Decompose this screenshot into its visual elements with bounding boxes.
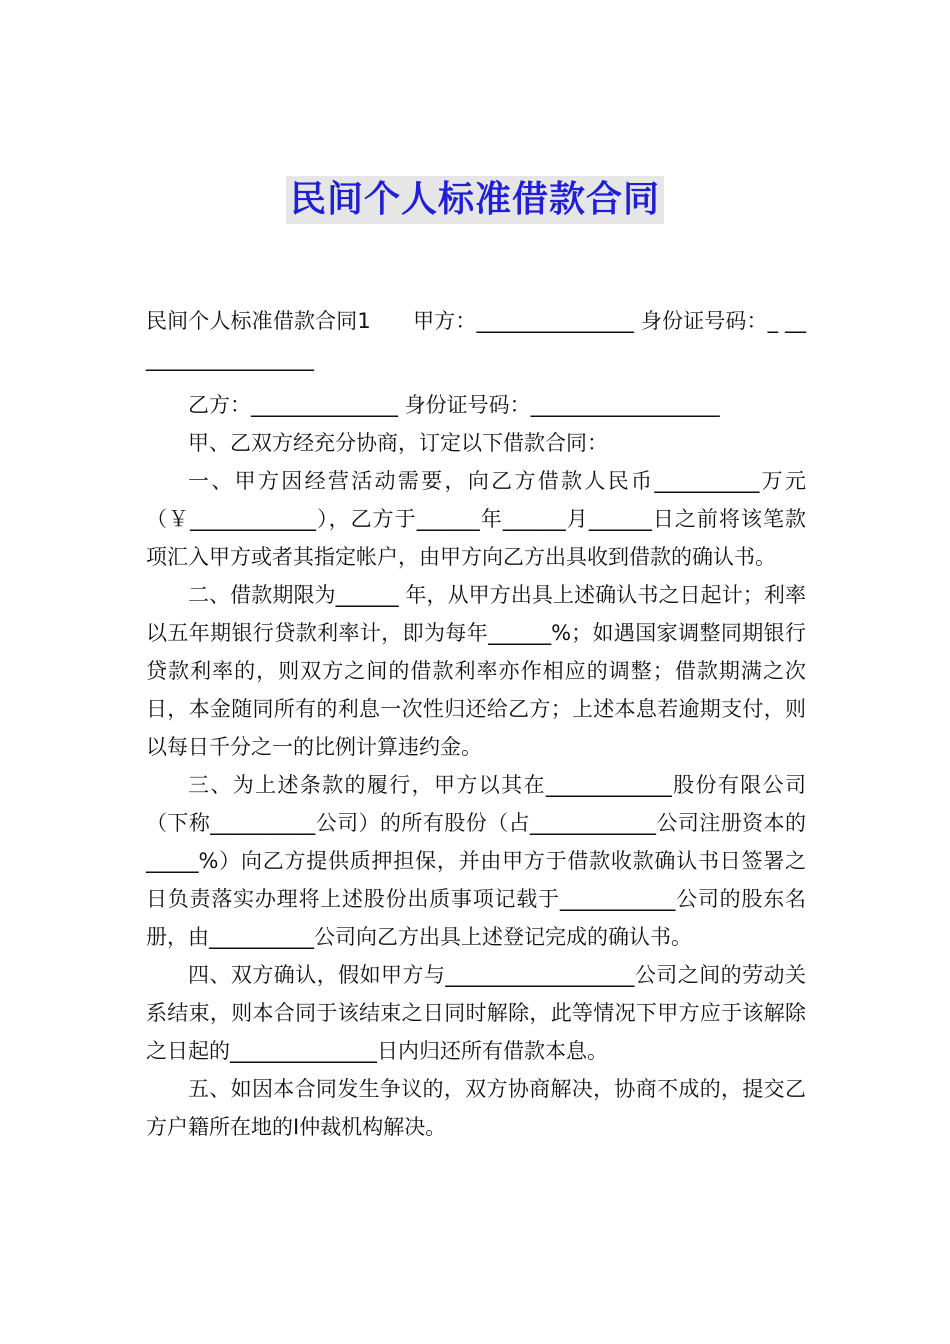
document-title: 民间个人标准借款合同 <box>286 176 664 224</box>
paragraph-agreement-intro: 甲、乙双方经充分协商，订定以下借款合同： <box>188 431 608 455</box>
paragraph-clause-5: 五、如因本合同发生争议的，双方协商解决，协商不成的，提交乙方户籍所在地的I仲裁机构解决。 <box>146 1077 806 1139</box>
paragraph-parties-header: 民间个人标准借款合同1 甲方：_______________ 身份证号码：_ __________________ <box>146 309 806 371</box>
document-body <box>146 302 806 1146</box>
paragraph-clause-4: 四、双方确认，假如甲方与__________________公司之间的劳动关系结束，则本合同于该结束之日同时解除，此等情况下甲方应于该解除之日起的______________日内归还所有借款本息。 <box>146 963 806 1063</box>
title-container <box>0 176 950 224</box>
paragraph-clause-3: 三、为上述条款的履行，甲方以其在____________股份有限公司（下称__________公司）的所有股份（占____________公司注册资本的 _____%）向乙方提供质押担保，并由甲方于借款收款确认书日签署之日负责落实办理将上述股份出质事项记载于___________公司的股东名册，由__________公司向乙方出具上述登记完成的确认书。 <box>146 773 806 949</box>
paragraph-party-b: 乙方：______________ 身份证号码：__________________ <box>188 393 720 417</box>
paragraph-clause-1: 一、甲方因经营活动需要，向乙方借款人民币__________万元（￥____________），乙方于______年______月______日之前将该笔款项汇入甲方或者其指定帐户，由甲方向乙方出具收到借款的确认书。 <box>146 469 806 569</box>
paragraph-clause-2: 二、借款期限为______ 年，从甲方出具上述确认书之日起计；利率以五年期银行贷款利率计，即为每年______%；如遇国家调整同期银行贷款利率的，则双方之间的借款利率亦作相应的调整；借款期满之次日，本金随同所有的利息一次性归还给乙方；上述本息若逾期支付，则以每日千分之一的比例计算违约金。 <box>146 583 806 759</box>
